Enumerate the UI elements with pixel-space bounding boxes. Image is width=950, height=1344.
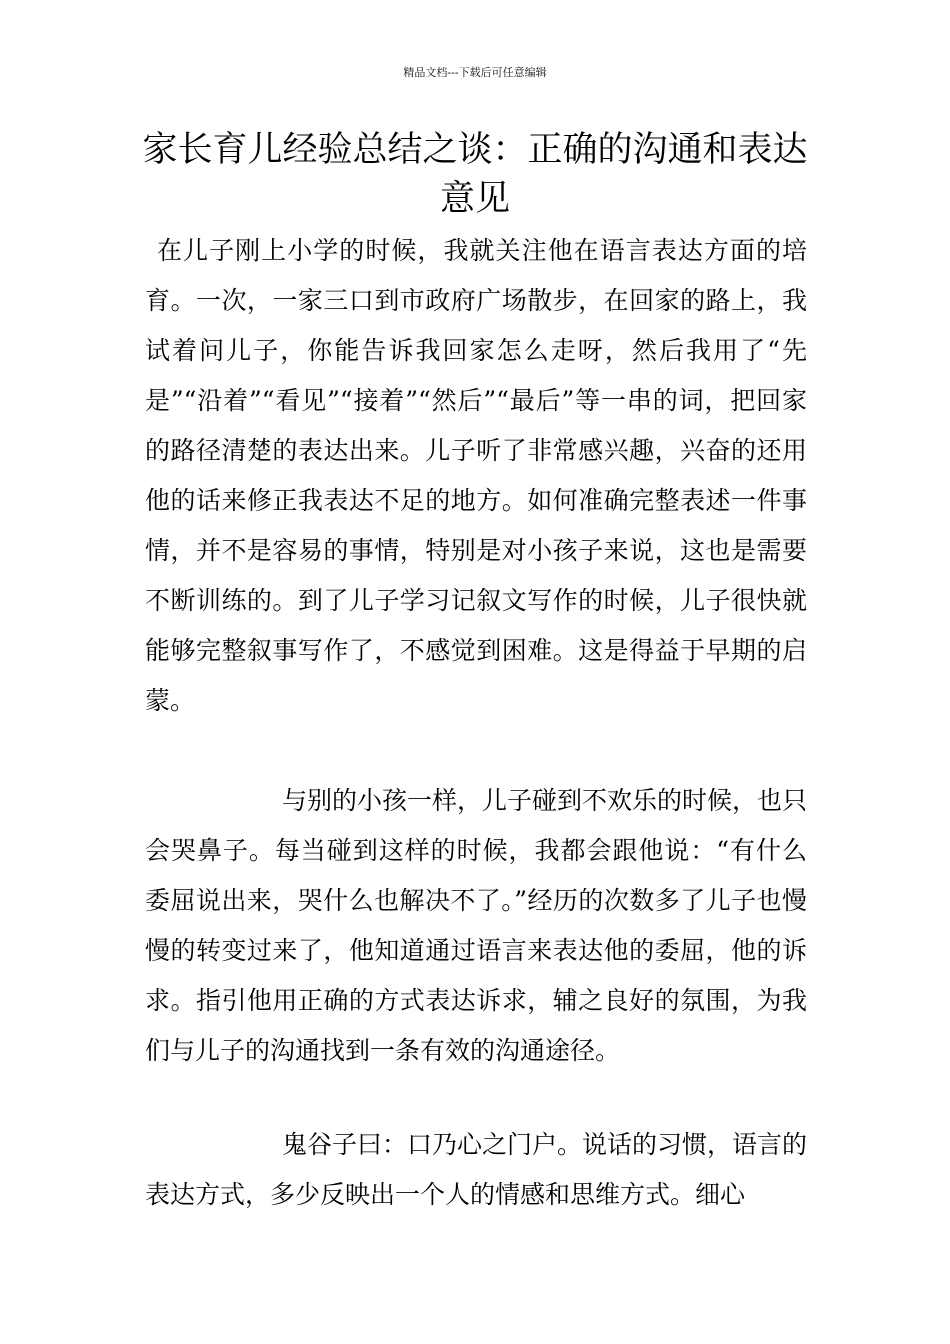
paragraph-2: 与别的小孩一样，儿子碰到不欢乐的时候，也只会哭鼻子。每当碰到这样的时候，我都会跟他说：“有什么委屈说出来，哭什么也解决不了。”经历的次数多了儿子也慢慢的转变过来了，他知道通过语言来表达他的委屈，他的诉求。指引他用正确的方式表达诉求，辅之良好的氛围，为我们与儿子的沟通找到一条有效的沟通途径。 bbox=[145, 786, 808, 1065]
document-title: 家长育儿经验总结之谈：正确的沟通和表达意见 bbox=[142, 130, 808, 219]
header-note: 精品文档---下载后可任意编辑 bbox=[403, 66, 547, 79]
paragraph-1: 在儿子刚上小学的时候，我就关注他在语言表达方面的培育。一次，一家三口到市政府广场散步，在回家的路上，我试着问儿子，你能告诉我回家怎么走呀，然后我用了“先是”“沿着”“看见”“接着”“然后”“最后”等一串的词，把回家的路径清楚的表达出来。儿子听了非常感兴趣，兴奋的还用他的话来修正我表达不足的地方。如何准确完整表述一件事情，并不是容易的事情，特别是对小孩子来说，这也是需要不断训练的。到了儿子学习记叙文写作的时候，儿子很快就能够完整叙事写作了，不感觉到困难。这是得益于早期的启蒙。 bbox=[145, 236, 807, 715]
paragraph-3: 鬼谷子曰：口乃心之门户。说话的习惯，语言的表达方式，多少反映出一个人的情感和思维方式。细心 bbox=[145, 1130, 808, 1209]
